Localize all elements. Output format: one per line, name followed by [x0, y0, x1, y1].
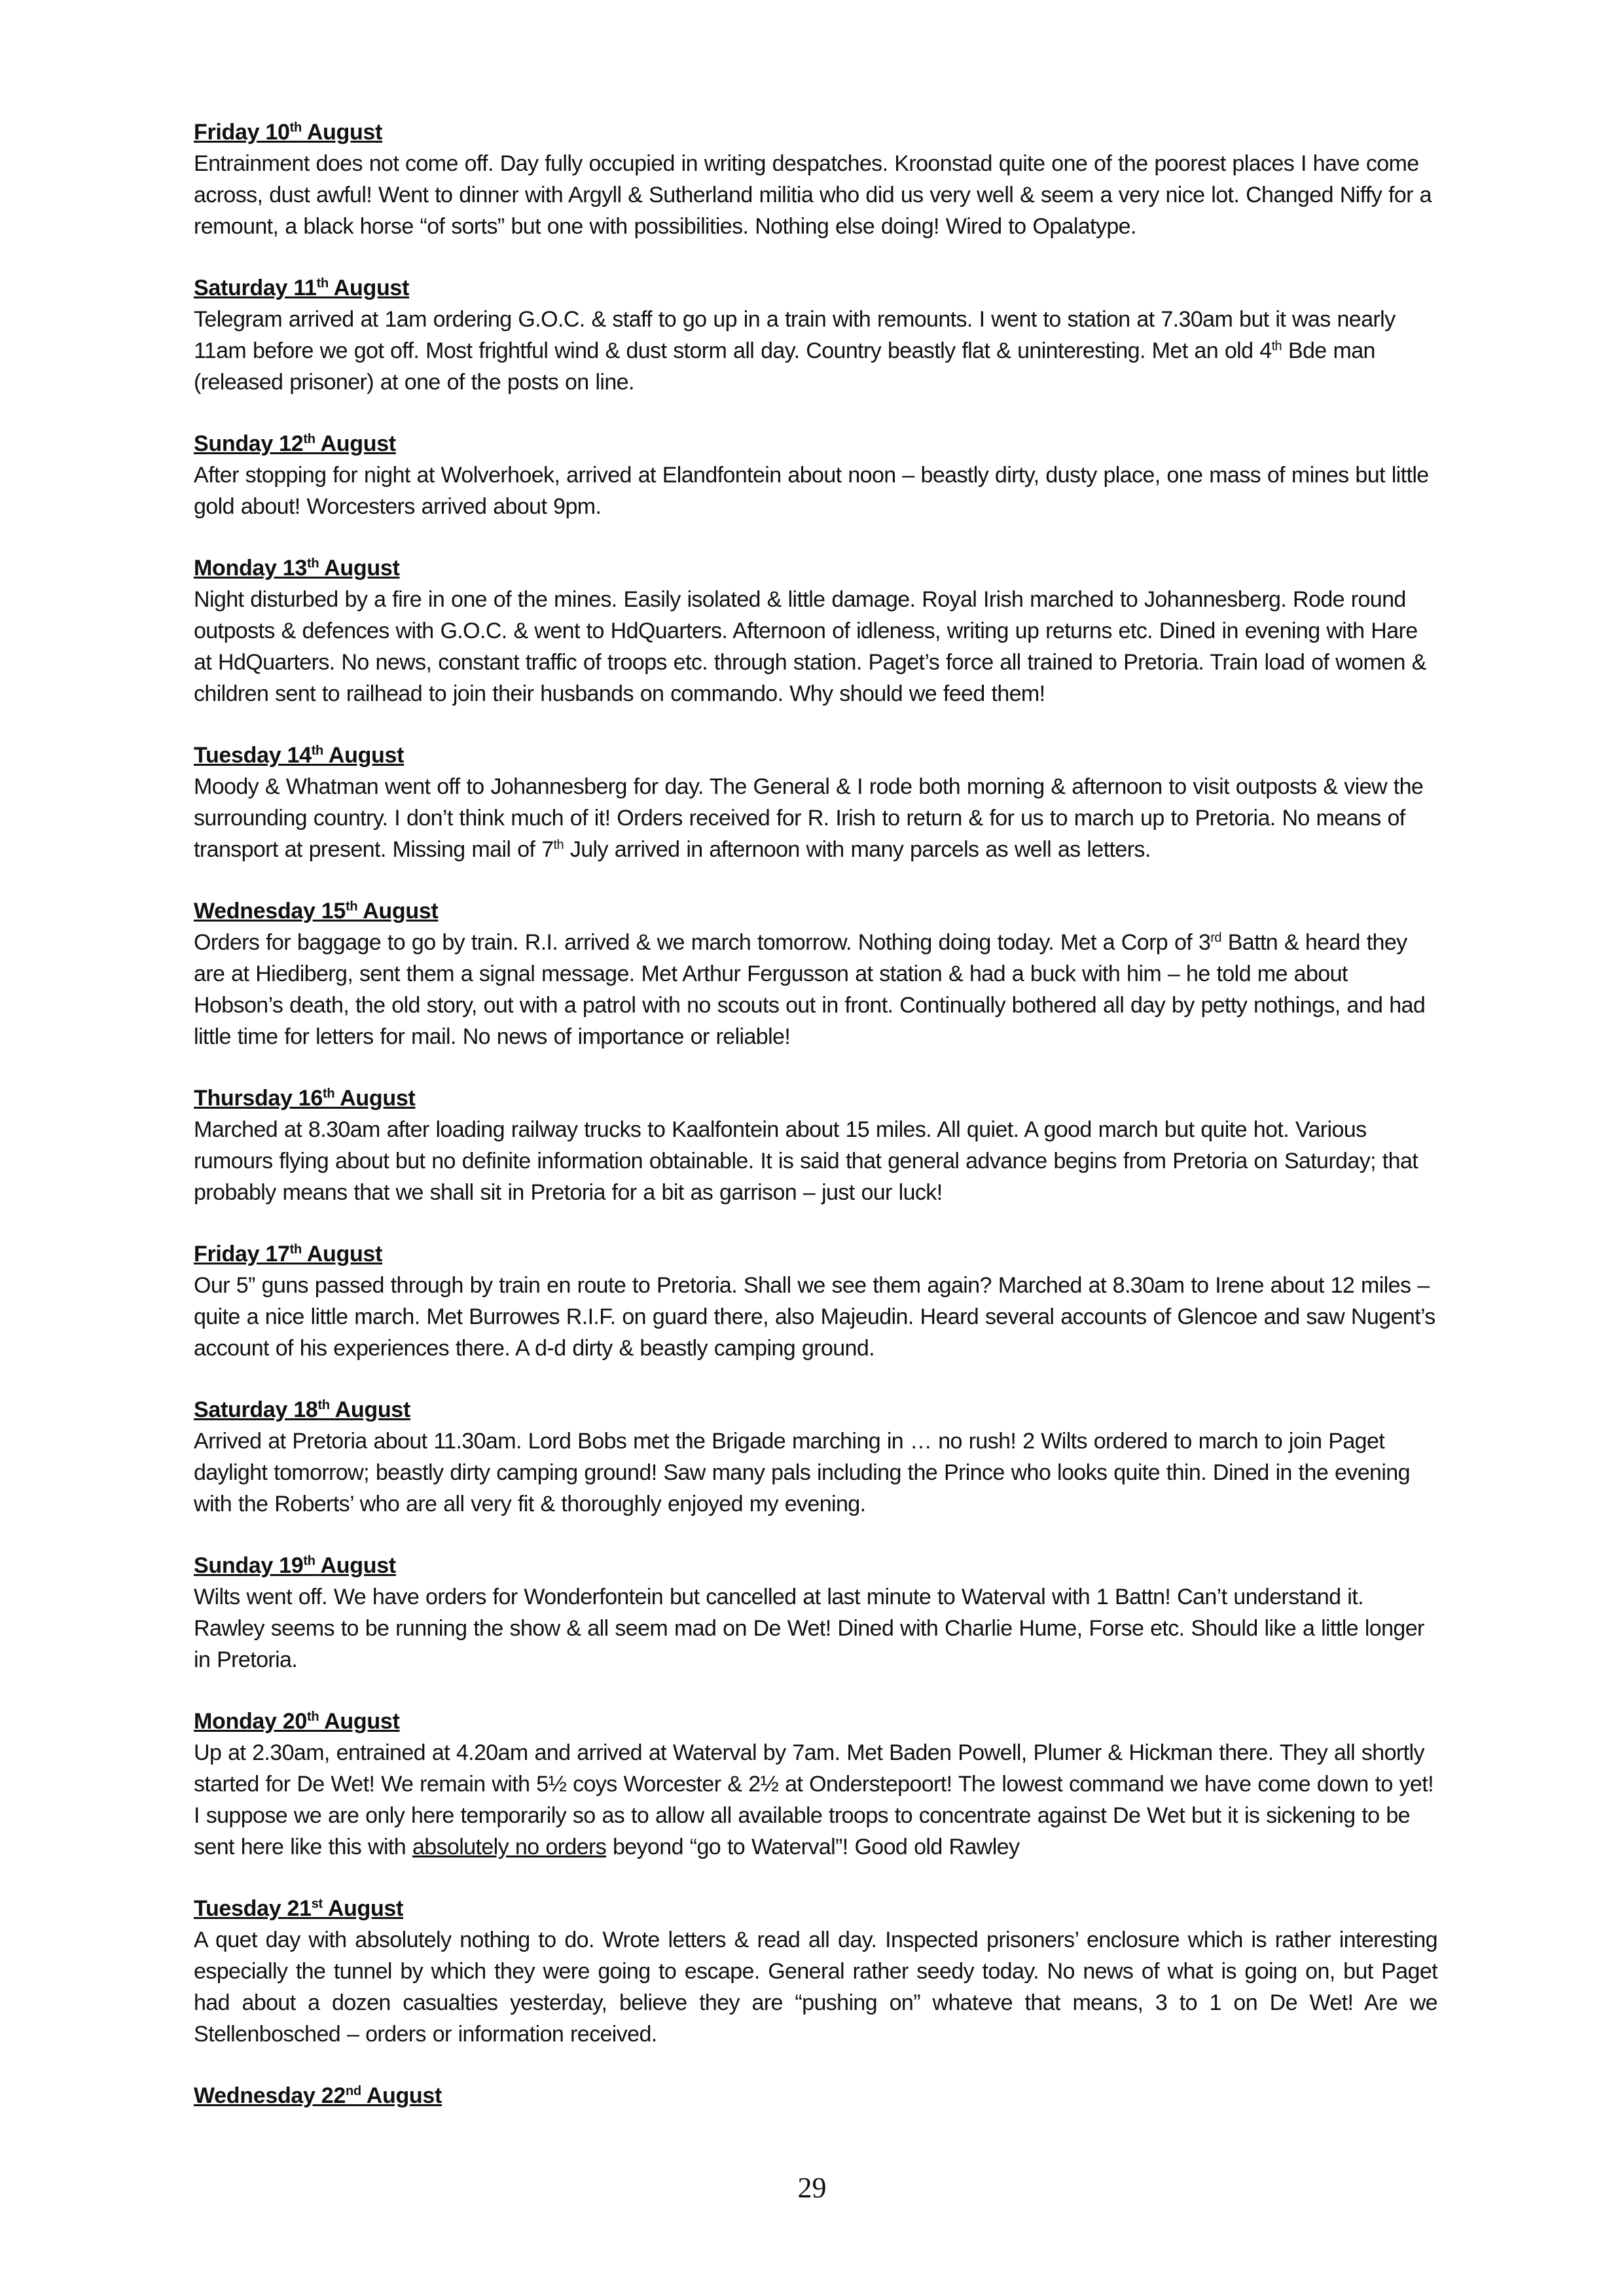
entry-date-heading: Thursday 16th August: [194, 1086, 416, 1111]
entry-text: Arrived at Pretoria about 11.30am. Lord Bobs met the Brigade marching in … no rush! 2 Wilts ordered to march to join Paget daylight tomorrow; beastly dirty camping ground! Saw many pals including the Prince who looks quite thin. Dined in the evening with the Roberts’ who are all very fit & thoroughly enjoyed my evening.: [194, 1429, 1410, 1516]
entry-date-heading: Friday 17th August: [194, 1242, 383, 1266]
entry-date-heading: Wednesday 22nd August: [194, 2083, 442, 2108]
entry-text: Entrainment does not come off. Day fully occupied in writing despatches. Kroonstad quite one of the poorest places I have come across, dust awful! Went to dinner with Argyll & Sutherland militia who did us very well & seem a very nice lot. Changed Niffy for a remount, a black horse “of sorts” but one with possibilities. Nothing else doing! Wired to Opalatype.: [194, 151, 1432, 239]
diary-entry: [194, 1893, 1437, 2050]
diary-entry: [194, 1706, 1437, 1863]
diary-page: [194, 117, 1437, 2142]
diary-entry: [194, 895, 1437, 1052]
entry-date-heading: Tuesday 14th August: [194, 743, 405, 768]
entry-text: Marched at 8.30am after loading railway trucks to Kaalfontein about 15 miles. All quiet. A good march but quite hot. Various rumours flying about but no definite information obtainable. It is said that general advance begins from Pretoria on Saturday; that probably means that we shall sit in Pretoria for a bit as garrison – just our luck!: [194, 1117, 1418, 1205]
entry-text: Moody & Whatman went off to Johannesberg for day. The General & I rode both morning & afternoon to visit outposts & view the surrounding country. I don’t think much of it! Orders received for R. Irish to return & for us to march up to Pretoria. No means of transport at present. Missing mail of 7th July arrived in afternoon with many parcels as well as letters.: [194, 774, 1424, 862]
diary-entry: [194, 2080, 1437, 2111]
entry-date-heading: Saturday 11th August: [194, 276, 410, 300]
entry-text: Wilts went off. We have orders for Wonderfontein but cancelled at last minute to Waterval with 1 Battn! Can’t understand it. Rawley seems to be running the show & all seem mad on De Wet! Dined with Charlie Hume, Forse etc. Should like a little longer in Pretoria.: [194, 1585, 1424, 1672]
entry-date-heading: Tuesday 21st August: [194, 1896, 404, 1921]
entry-text: Orders for baggage to go by train. R.I. arrived & we march tomorrow. Nothing doing today. Met a Corp of 3rd Battn & heard they are at Hiediberg, sent them a signal message. Met Arthur Fergusson at station & had a buck with him – he told me about Hobson’s death, the old story, out with a patrol with no scouts out in front. Continually bothered all day by petty nothings, and had little time for letters for mail. No news of importance or reliable!: [194, 930, 1426, 1049]
entry-date-heading: Friday 10th August: [194, 120, 383, 145]
diary-entry: [194, 552, 1437, 709]
entry-text: Telegram arrived at 1am ordering G.O.C. & staff to go up in a train with remounts. I went to station at 7.30am but it was nearly 11am before we got off. Most frightful wind & dust storm all day. Country beastly flat & uninteresting. Met an old 4th Bde man (released prisoner) at one of the posts on line.: [194, 307, 1396, 395]
diary-entry: [194, 740, 1437, 865]
entry-date-heading: Sunday 12th August: [194, 431, 396, 456]
entry-date-heading: Saturday 18th August: [194, 1397, 410, 1422]
diary-entry: [194, 1238, 1437, 1364]
entry-date-heading: Sunday 19th August: [194, 1553, 396, 1578]
diary-entry: [194, 428, 1437, 522]
entry-text: After stopping for night at Wolverhoek, arrived at Elandfontein about noon – beastly dirty, dusty place, one mass of mines but little gold about! Worcesters arrived about 9pm.: [194, 463, 1429, 519]
diary-entry: [194, 1550, 1437, 1676]
entry-text: Up at 2.30am, entrained at 4.20am and arrived at Waterval by 7am. Met Baden Powell, Plumer & Hickman there. They all shortly started for De Wet! We remain with 5½ coys Worcester & 2½ at Onderstepoort! The lowest command we have come down to yet! I suppose we are only here temporarily so as to allow all available troops to concentrate against De Wet but it is sickening to be sent here like this with absolutely no orders beyond “go to Waterval”! Good old Rawley: [194, 1740, 1434, 1859]
entry-date-heading: Monday 13th August: [194, 556, 400, 581]
entry-text: Night disturbed by a fire in one of the mines. Easily isolated & little damage. Royal Irish marched to Johannesberg. Rode round outposts & defences with G.O.C. & went to HdQuarters. Afternoon of idleness, writing up returns etc. Dined in evening with Hare at HdQuarters. No news, constant traffic of troops etc. through station. Paget’s force all trained to Pretoria. Train load of women & children sent to railhead to join their husbands on commando. Why should we feed them!: [194, 587, 1426, 706]
page-number: 29: [797, 2172, 827, 2204]
diary-entry: [194, 117, 1437, 242]
entry-date-heading: Monday 20th August: [194, 1709, 400, 1734]
diary-entry: [194, 1083, 1437, 1208]
entry-date-heading: Wednesday 15th August: [194, 899, 439, 924]
diary-entry: [194, 1394, 1437, 1520]
entry-text: Our 5” guns passed through by train en route to Pretoria. Shall we see them again? Marched at 8.30am to Irene about 12 miles – quite a nice little march. Met Burrowes R.I.F. on guard there, also Majeudin. Heard several accounts of Glencoe and saw Nugent’s account of his experiences there. A d-d dirty & beastly camping ground.: [194, 1273, 1435, 1361]
entry-text: A quet day with absolutely nothing to do. Wrote letters & read all day. Inspected prisoners’ enclosure which is rather interesting especially the tunnel by which they were going to escape. General rather seedy today. No news of what is going on, but Paget had about a dozen casualties yesterday, believe they are “pushing on” whateve that means, 3 to 1 on De Wet! Are we Stellenbosched – orders or information received.: [194, 1928, 1437, 2047]
underlined-emphasis: absolutely no orders: [412, 1835, 607, 1859]
diary-entry: [194, 272, 1437, 398]
